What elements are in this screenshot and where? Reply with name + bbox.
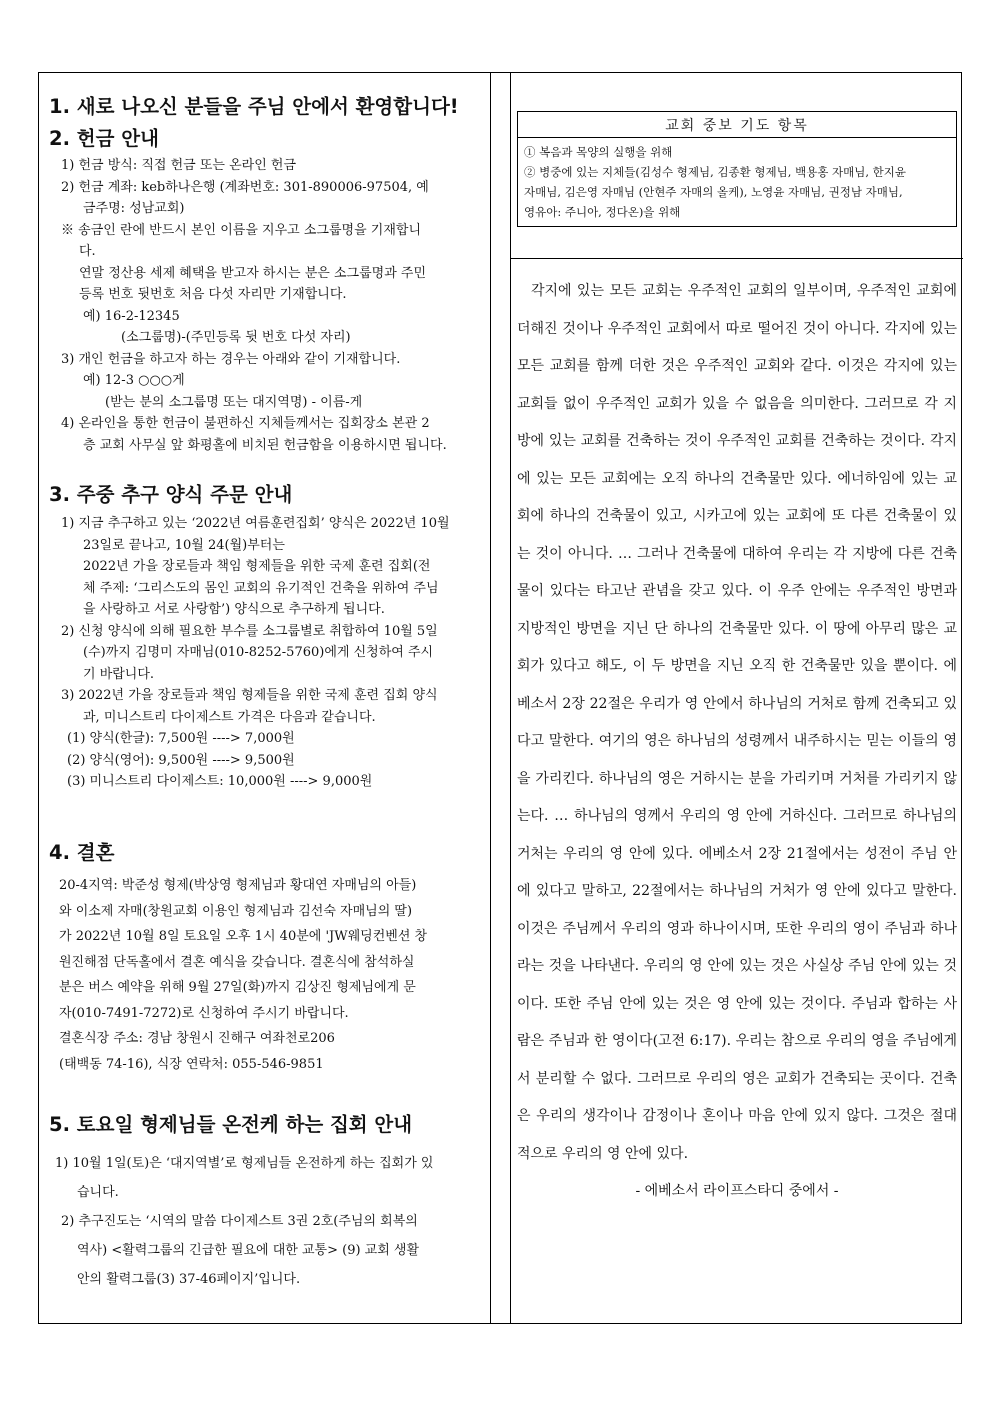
wedding-line: 원진해점 단독홀에서 결혼 예식을 갖습니다. 결혼식에 참석하실 [59, 954, 415, 970]
left-column [39, 73, 491, 1323]
offering-item: 층 교회 사무실 앞 화평홀에 비치된 헌금함을 이용하시면 됩니다. [83, 437, 447, 453]
material-item: (수)까지 김명미 자매님(010-8252-5760)에게 신청하여 주시 [83, 645, 434, 660]
wedding-line: 결혼식장 주소: 경남 창원시 진해구 여좌천로206 [59, 1031, 335, 1046]
material-item: 기 바랍니다. [83, 666, 155, 682]
price-item: (3) 미니스트리 다이제스트: 10,000원 ----> 9,000원 [67, 774, 373, 789]
right-column [511, 73, 963, 1323]
material-item: 3) 2022년 가을 장로들과 책임 형제들을 위한 국제 훈련 집회 양식 [61, 688, 438, 703]
offering-item: 예) 16-2-12345 [83, 308, 180, 324]
material-item: 을 사랑하고 서로 사랑함’) 양식으로 추구하게 됩니다. [83, 602, 385, 617]
meeting-item: 안의 활력그룹(3) 37-46페이지’입니다. [77, 1272, 301, 1287]
wedding-line: 20-4지역: 박준성 형제(박상영 형제님과 황대연 자매님의 아들) [59, 878, 417, 893]
material-order-heading: 3. 주중 추구 양식 주문 안내 [49, 483, 293, 506]
welcome-heading: 1. 새로 나오신 분들을 주님 안에서 환영합니다! [49, 95, 459, 118]
offering-item: (소그룹명)-(주민등록 뒷 번호 다섯 자리) [121, 330, 351, 345]
prayer-item: ① 복음과 목양의 실행을 위해 [524, 145, 673, 159]
offering-item: 3) 개인 헌금을 하고자 하는 경우는 아래와 같이 기재합니다. [61, 351, 401, 367]
wedding-section [59, 873, 483, 1077]
material-item: 23일로 끝나고, 10월 24(월)부터는 [83, 537, 285, 553]
material-item: 1) 지금 추구하고 있는 ‘2022년 여름훈련집회’ 양식은 2022년 10월 [61, 516, 450, 531]
prayer-cell [511, 73, 963, 259]
wedding-line: 자(010-7491-7272)로 신청하여 주시기 바랍니다. [59, 1005, 349, 1021]
offering-heading: 2. 헌금 안내 [49, 127, 159, 150]
offering-item: 연말 정산용 세제 혜택을 받고자 하시는 분은 소그룹명과 주민 [79, 265, 427, 281]
prayer-box [517, 111, 957, 227]
meeting-item: 2) 추구진도는 ‘시역의 말씀 다이제스트 3권 2호(주님의 회복의 [61, 1214, 418, 1229]
saturday-meeting-section [55, 1149, 483, 1294]
material-item: 과, 미니스트리 다이제스트 가격은 다음과 같습니다. [83, 709, 376, 725]
excerpt-source: - 에베소서 라이프스타디 중에서 - [635, 1183, 839, 1199]
offering-item: (받는 분의 소그룹명 또는 대지역명) - 이름-게 [105, 394, 363, 410]
wedding-heading: 4. 결혼 [49, 841, 115, 864]
meeting-item: 습니다. [77, 1185, 119, 1200]
price-item: (2) 양식(영어): 9,500원 ----> 9,500원 [67, 752, 295, 768]
offering-item: 다. [79, 244, 96, 259]
prayer-list [518, 138, 956, 226]
column-gutter [491, 73, 511, 1323]
material-item: 체 주제: ‘그리스도의 몸인 교회의 유기적인 건축을 위하여 주님 [83, 580, 439, 596]
wedding-line: 분은 버스 예약을 위해 9월 27일(화)까지 김상진 형제님에게 문 [59, 980, 416, 995]
prayer-item: 영유아: 주니아, 정다온)을 위해 [524, 205, 681, 219]
wedding-line: (태백동 74-16), 식장 연락처: 055-546-9851 [59, 1056, 324, 1072]
wedding-line: 와 이소제 자매(창원교회 이용인 형제님과 김선숙 자매님의 딸) [59, 903, 413, 919]
material-item: 2022년 가을 장로들과 책임 형제들을 위한 국제 훈련 집회(전 [83, 559, 431, 574]
bulletin-page [38, 72, 962, 1324]
offering-item: 1) 헌금 방식: 직접 헌금 또는 온라인 헌금 [61, 158, 297, 173]
prayer-title: 교회 중보 기도 항목 [518, 112, 956, 138]
offering-section [61, 155, 481, 456]
material-order-section [61, 513, 481, 793]
offering-item: 등록 번호 뒷번호 처음 다섯 자리만 기재합니다. [79, 287, 347, 302]
meeting-item: 역사) <활력그룹의 긴급한 필요에 대한 교통> (9) 교회 생활 [77, 1243, 420, 1258]
offering-item: 예) 12-3 ○○○게 [83, 373, 185, 388]
ministry-excerpt [517, 273, 957, 1211]
wedding-line: 가 2022년 10월 8일 토요일 오후 1시 40분에 'JW웨딩컨벤션 창 [59, 929, 428, 944]
offering-item: 4) 온라인을 통한 헌금이 불편하신 지체들께서는 집회장소 본관 2 [61, 416, 430, 431]
offering-item: ※ 송금인 란에 반드시 본인 이름을 지우고 소그룹명을 기재합니 [61, 222, 422, 238]
price-item: (1) 양식(한글): 7,500원 ----> 7,000원 [67, 731, 295, 746]
offering-item: 2) 헌금 계좌: keb하나은행 (계좌번호: 301-890006-97504, 예 [61, 179, 429, 195]
offering-item: 금주명: 성남교회) [83, 201, 185, 216]
material-item: 2) 신청 양식에 의해 필요한 부수를 소그룹별로 취합하여 10월 5일 [61, 623, 438, 639]
saturday-meeting-heading: 5. 토요일 형제님들 온전케 하는 집회 안내 [49, 1113, 413, 1136]
meeting-item: 1) 10월 1일(토)은 ‘대지역별’로 형제님들 온전하게 하는 집회가 있 [55, 1156, 434, 1171]
prayer-item: ② 병중에 있는 지체들(김성수 형제님, 김종환 형제님, 백용홍 자매님, 한지윤 [524, 165, 907, 179]
prayer-item: 자매님, 김은영 자매님 (안현주 자매의 올케), 노영윤 자매님, 권정남 자매님, [524, 185, 903, 199]
excerpt-paragraph: 각지에 있는 모든 교회는 우주적인 교회의 일부이며, 우주적인 교회에 더해진 것이나 우주적인 교회에서 따로 떨어진 것이 아니다. 각지에 있는 모든 교회를 함께 더한 것은 우주적인 교회와 같다. 이것은 각지에 있는 교회들 없이 우주적인 교회가 있을 수 없음을 의미한다. 그러므로 각 지방에 있는 교회를 건축하는 것이 우주적인 교회를 건축하는 것이다. 각지에 있는 모든 교회에는 오직 하나의 건축물만 있다. 에너하임에 있는 교회에 하나의 건축물이 있고, 시카고에 있는 교회에 또 다른 건축물이 있는 것이 아니다. … 그러나 건축물에 대하여 우리는 각 지방에 다른 건축물이 있다는 타고난 관념을 갖고 있다. 이 우주 안에는 우주적인 방면과 지방적인 방면을 지닌 단 하나의 건축물만 있다. 이 땅에 아무리 많은 교회가 있다고 해도, 이 두 방면을 지닌 오직 한 건축물만 있을 뿐이다. 에베소서 2장 22절은 우리가 영 안에서 하나님의 거처로 함께 건축되고 있다고 말한다. 여기의 영은 하나님의 성령께서 내주하시는 믿는 이들의 영을 가리킨다. 하나님의 영은 거하시는 분을 가리키며 거처를 가리키지 않는다. … 하나님의 영께서 우리의 영 안에 거하신다. 그러므로 하나님의 거처는 우리의 영 안에 있다. 에베소서 2장 21절에서는 성전이 주님 안에 있다고 말하고, 22절에서는 하나님의 거처가 영 안에 있다고 말한다. 이것은 주님께서 우리의 영과 하나이시며, 또한 우리의 영이 주님과 하나라는 것을 나타낸다. 우리의 영 안에 있는 것은 사실상 주님 안에 있는 것이다. 또한 주님 안에 있는 것은 영 안에 있는 것이다. 주님과 합하는 사람은 주님과 한 영이다(고전 6:17). 우리는 참으로 우리의 영을 주님에게서 분리할 수 없다. 그러므로 우리의 영은 교회가 건축되는 곳이다. 건축은 우리의 생각이나 감정이나 혼이나 마음 안에 있지 않다. 그것은 절대적으로 우리의 영 안에 있다. [517, 283, 957, 1162]
